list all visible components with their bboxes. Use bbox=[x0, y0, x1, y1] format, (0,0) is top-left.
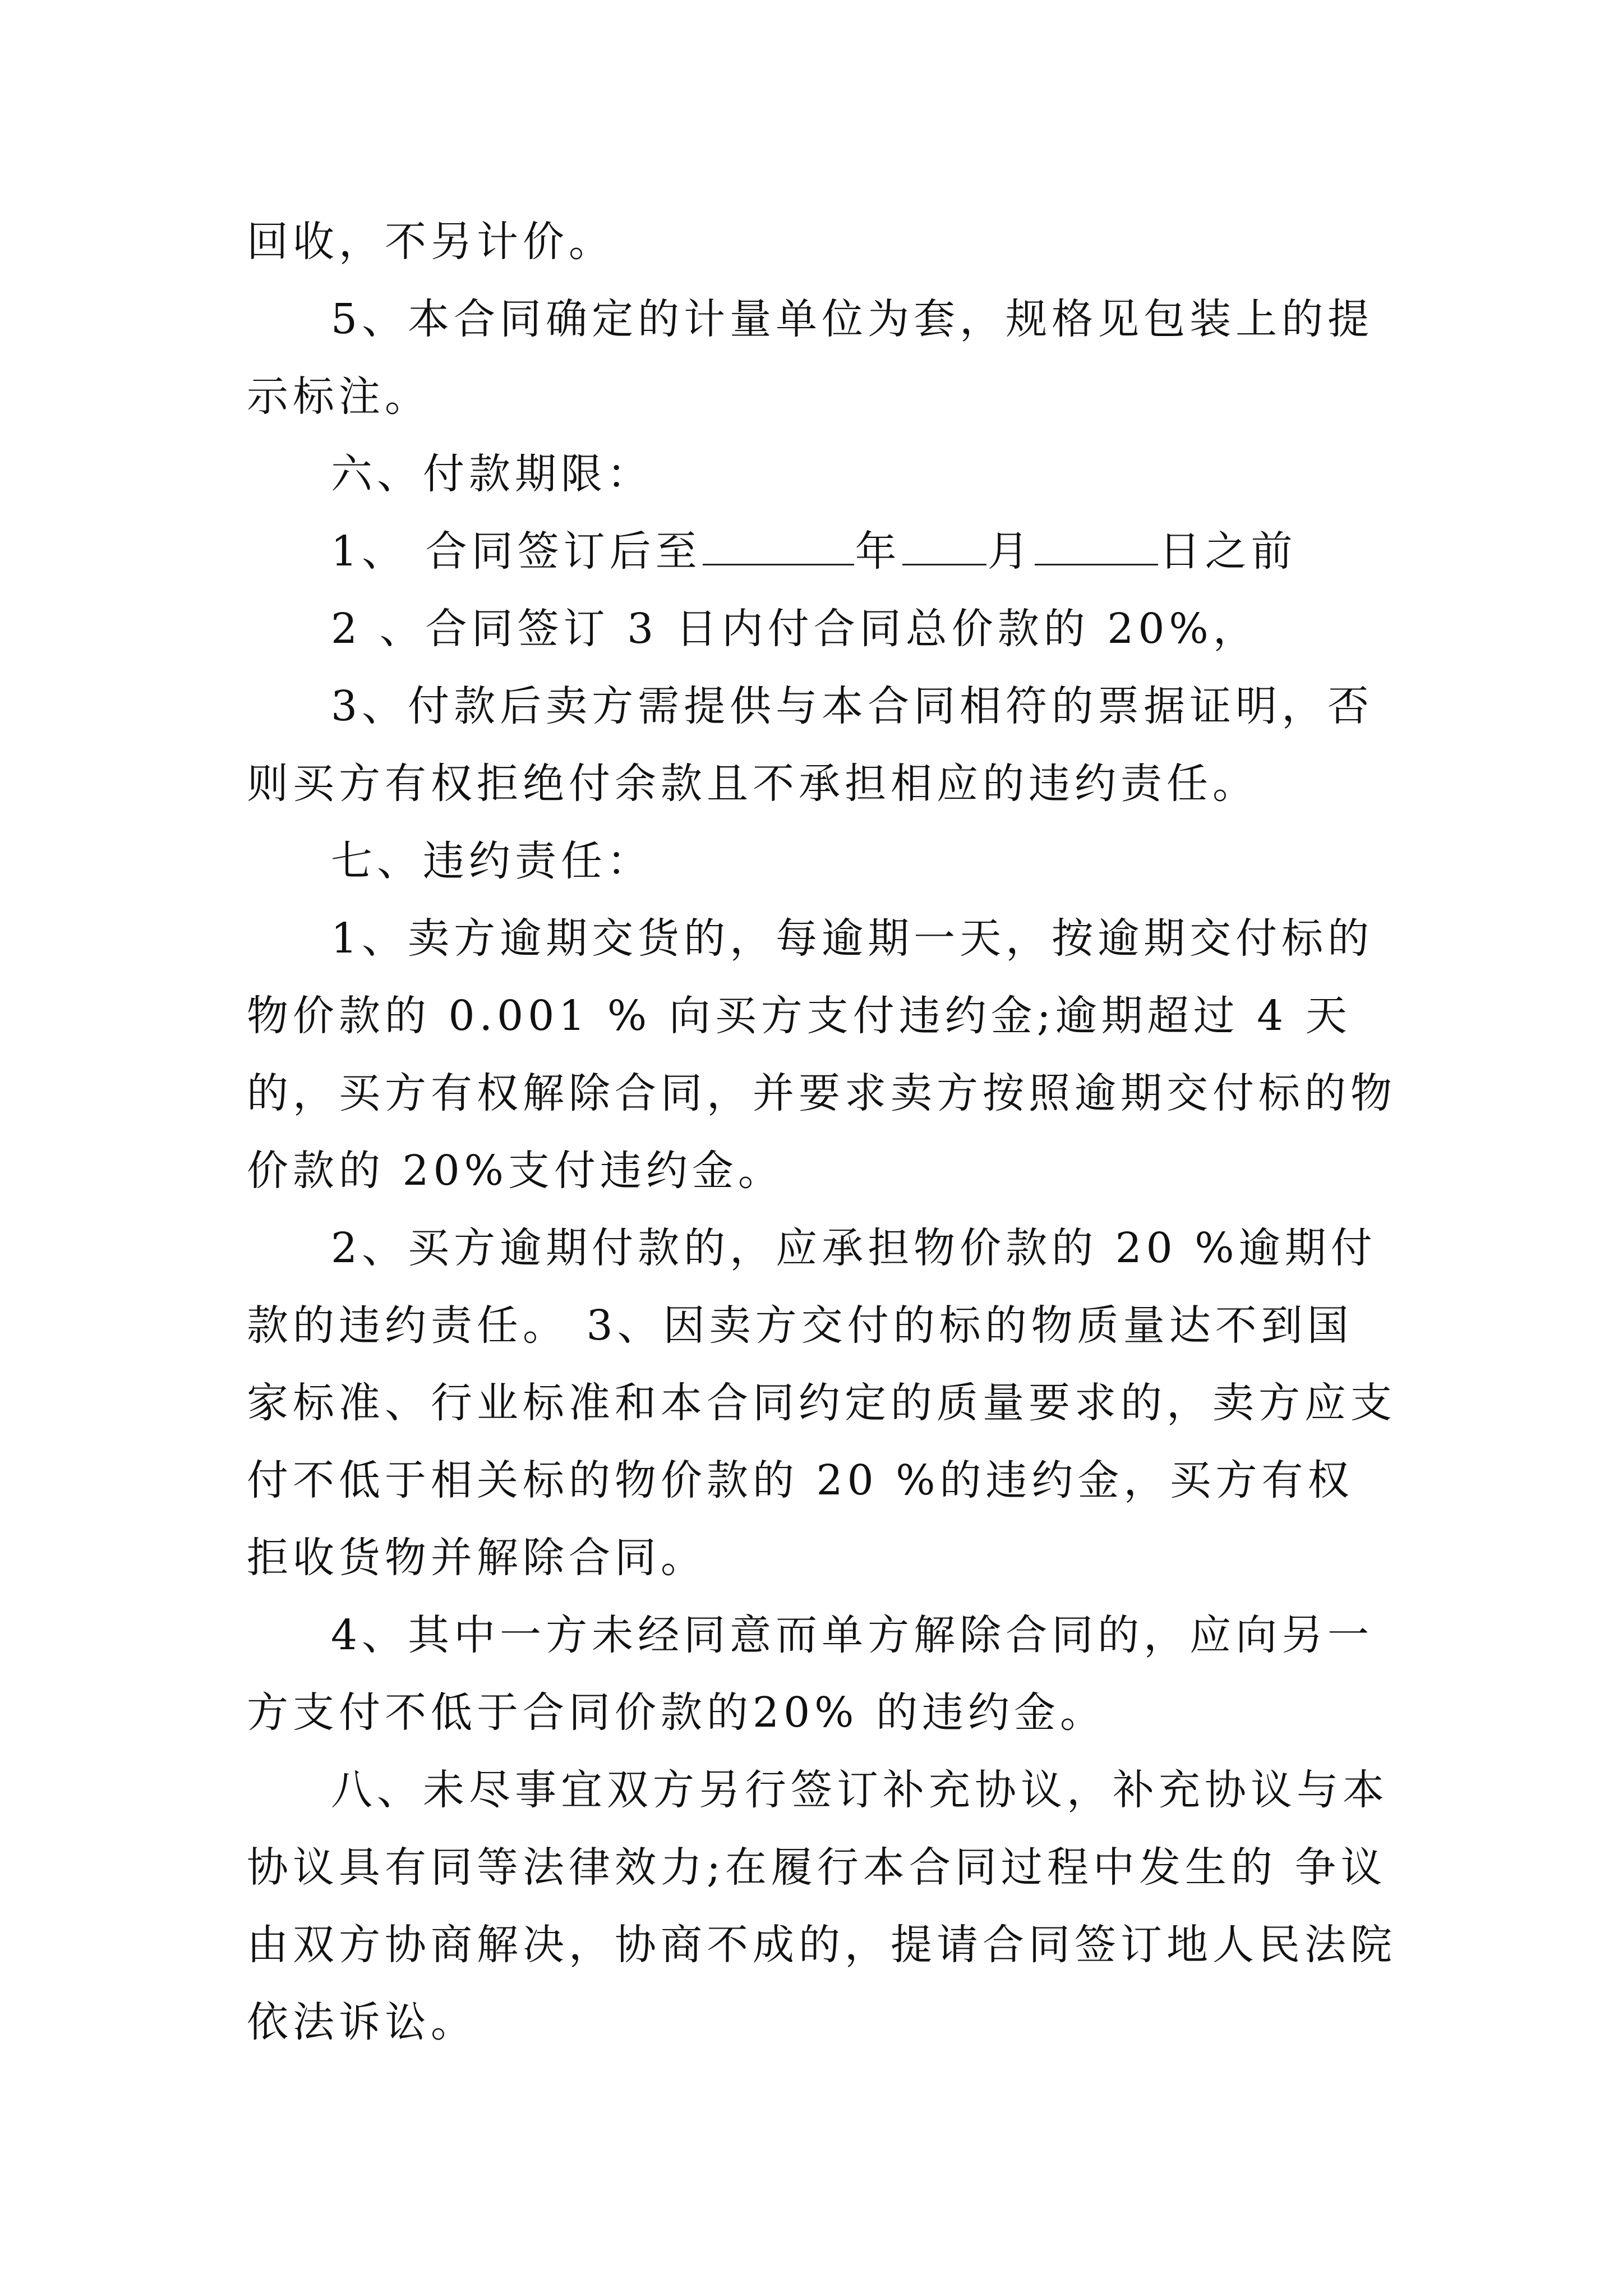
day-label: 日之前 bbox=[1159, 527, 1297, 576]
para-first-payment: 2 、合同签订 3 日内付合同总价款的 20%， bbox=[331, 605, 1259, 653]
para-invoice: 3、付款后卖方需提供与本合同相符的票据证明，否则买方有权拒绝付余款且不承担相应的违约责任。 bbox=[247, 682, 1374, 808]
heading-liability: 七、违约责任： bbox=[331, 837, 653, 885]
year-label: 年 bbox=[855, 527, 901, 576]
para-unit: 5、本合同确定的计量单位为套，规格见包装上的提示标注。 bbox=[247, 295, 1374, 421]
para-supplementary: 八、未尽事宜双方另行签订补充协议，补充协议与本协议具有同等法律效力;在履行本合同过程中发生的 争议由双方协商解决，协商不成的，提请合同签订地人民法院依法诉讼。 bbox=[247, 1766, 1396, 2046]
para-payment-deadline bbox=[331, 513, 1297, 590]
year-blank bbox=[703, 529, 854, 565]
para-late-payment: 2、买方逾期付款的，应承担物价款的 20 %逾期付款的违约责任。 3、因卖方交付的标的物质量达不到国家标准、行业标准和本合同约定的质量要求的，卖方应支付不低于相关标的物价款的 20 %的违约金，买方有权拒收货物并解除合同。 bbox=[247, 1224, 1396, 1582]
payment-deadline-text: 1、 合同签订后至 bbox=[331, 527, 702, 576]
month-label: 月 bbox=[987, 527, 1034, 576]
heading-payment-term: 六、付款期限： bbox=[331, 450, 653, 498]
para-recycling: 回收，不另计价。 bbox=[247, 218, 615, 266]
month-blank bbox=[902, 529, 986, 565]
day-blank bbox=[1035, 529, 1158, 565]
para-unilateral-termination: 4、其中一方未经同意而单方解除合同的，应向另一方支付不低于合同价款的20% 的违约金。 bbox=[247, 1611, 1374, 1737]
para-late-delivery: 1、卖方逾期交货的，每逾期一天，按逾期交付标的物价款的 0.001 % 向买方支付违约金;逾期超过 4 天的，买方有权解除合同，并要求卖方按照逾期交付标的物价款的 20%支付违约金。 bbox=[247, 914, 1396, 1195]
